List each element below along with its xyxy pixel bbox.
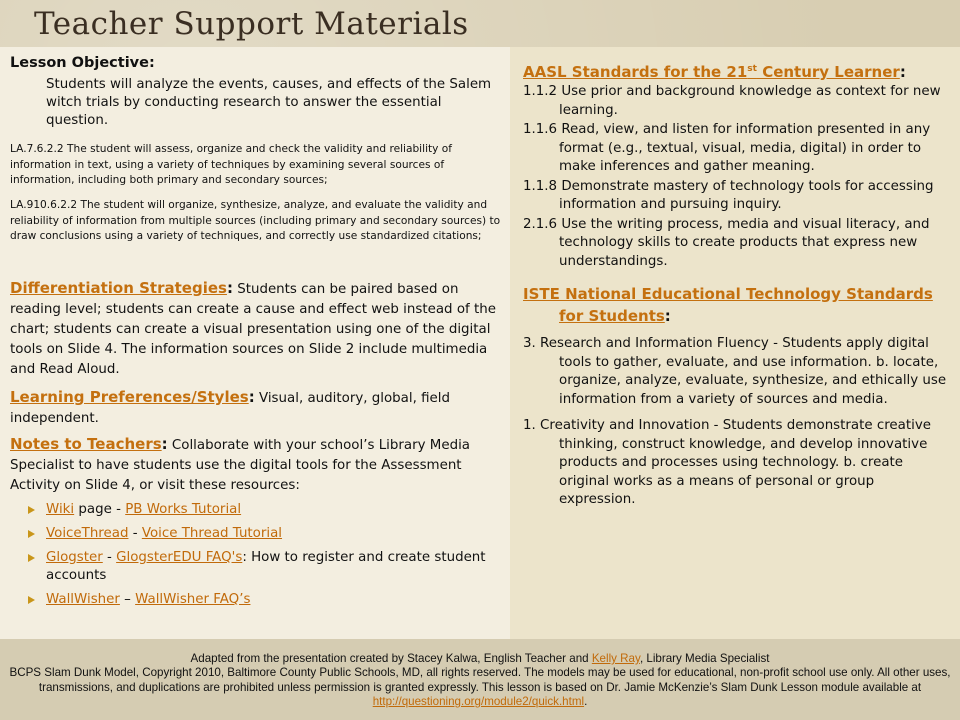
learning-preferences-link[interactable]: Learning Preferences/Styles [10, 388, 249, 406]
colon: : [161, 435, 168, 453]
bullet-icon [28, 530, 35, 538]
footer-line-1 [0, 652, 960, 666]
footer-copyright-text: BCPS Slam Dunk Model, Copyright 2010, Baltimore County Public Schools, MD, all rights reserved. The models may be used for educational, non-profit school use only. All other uses, transmissions, and duplications are prohibited unless permission is granted expressly. This lesson is based on Dr. Jamie McKenzie’s Slam Dunk Lesson module available at [9, 666, 951, 694]
footer-credits [0, 652, 960, 709]
list-item [28, 549, 498, 585]
wallwisher-faq-link[interactable]: WallWisher FAQ’s [135, 592, 251, 607]
notes-text: Collaborate with your school’s Library Media Specialist to have students use the digital tools for the Assessment Activity on Slide 4, or visit these resources: [10, 438, 471, 493]
aasl-item-1-1-2: 1.1.2 Use prior and background knowledge as context for new learning. [523, 84, 941, 118]
aasl-standards-link[interactable] [523, 63, 900, 81]
footer-copyright [0, 666, 960, 709]
footer-line-1-end: , Library Media Specialist [639, 652, 770, 665]
iste-standards-link[interactable]: ISTE National Educational Technology Standards for Students [523, 285, 933, 325]
list-item [28, 501, 498, 519]
questioning-url-link[interactable]: http://questioning.org/module2/quick.html [372, 694, 585, 708]
standard-la7-code: LA.7.6.2.2 [10, 143, 64, 155]
standard-la910 [10, 198, 508, 245]
iste-heading [523, 283, 953, 327]
standard-la910-code: LA.910.6.2.2 [10, 199, 78, 211]
aasl-heading-sup: st [747, 64, 757, 74]
learning-text: Visual, auditory, global, field independent. [10, 391, 451, 426]
voicethread-link[interactable]: VoiceThread [46, 526, 129, 541]
colon: : [226, 279, 233, 297]
pbworks-tutorial-link[interactable]: PB Works Tutorial [125, 502, 242, 517]
separator: - [102, 550, 117, 565]
footer-period: . [584, 694, 588, 708]
standard-la910-text: The student will organize, synthesize, analyze, and evaluate the validity and reliability of information from multiple sources (including primary and secondary sources) to draw conclusions using a variety of techniques, and correctly use standardized citations; [10, 199, 501, 243]
bullet-icon [28, 506, 35, 514]
notes-to-teachers-link[interactable]: Notes to Teachers [10, 435, 162, 453]
iste-item-research: 3. Research and Information Fluency - Students apply digital tools to gather, evaluate, and use information. b. locate, organize, analyze, evaluate, synthesize, and ethically use information from a variety of sources and media. [523, 336, 947, 407]
glogster-link[interactable]: Glogster [46, 550, 103, 565]
standard-la7 [10, 142, 508, 189]
wiki-link[interactable]: Wiki [46, 502, 75, 517]
standards-column [523, 62, 953, 510]
glogster-note: : How to register and create student accounts [46, 550, 486, 583]
separator: page - [74, 502, 126, 517]
resource-list [28, 501, 498, 615]
aasl-item-2-1-6: 2.1.6 Use the writing process, media and visual literacy, and technology skills to create products that express new understandings. [523, 216, 930, 269]
list-item [28, 591, 498, 609]
kelly-ray-link[interactable]: Kelly Ray [591, 652, 640, 665]
colon: : [899, 63, 906, 81]
glogster-faq-link[interactable]: GlogsterEDU FAQ's [116, 550, 243, 565]
differentiation-text: Students can be paired based on reading level; students can create a cause and effect web instead of the chart; students can create a visual presentation using one of the digital tools on Slide 4. The information sources on Slide 2 include multimedia and Read Aloud. [10, 282, 496, 377]
colon: : [664, 307, 671, 325]
wallwisher-link[interactable]: WallWisher [46, 592, 120, 607]
objective-heading: Lesson Objective: [10, 55, 155, 71]
differentiation-link[interactable]: Differentiation Strategies [10, 279, 227, 297]
learning-section [10, 387, 508, 429]
aasl-heading-text: AASL Standards for the 21 [523, 63, 748, 81]
iste-item-creativity: 1. Creativity and Innovation - Students demonstrate creative thinking, construct knowledge, and develop innovative products and processes using technology. b. create original works as a means of personal or group expression. [523, 418, 932, 507]
bullet-icon [28, 554, 35, 562]
separator: - [128, 526, 142, 541]
page-title: Teacher Support Materials [34, 6, 469, 42]
footer-line-1-text: Adapted from the presentation created by Stacey Kalwa, English Teacher and [190, 652, 592, 665]
separator: – [119, 592, 136, 607]
aasl-item-1-1-6: 1.1.6 Read, view, and listen for information presented in any format (e.g., textual, visual, media, digital) in order to make inferences and gather meaning. [523, 122, 931, 174]
bullet-icon [28, 596, 35, 604]
differentiation-section [10, 278, 508, 380]
colon: : [248, 388, 255, 406]
aasl-item-1-1-8: 1.1.8 Demonstrate mastery of technology tools for accessing information and pursuing inquiry. [523, 178, 934, 212]
aasl-heading-text-end: Century Learner [756, 63, 900, 81]
standard-la7-text: The student will assess, organize and check the validity and reliability of information in text, using a variety of techniques by examining several sources of information, including both primary and secondary sources; [10, 143, 453, 187]
voicethread-tutorial-link[interactable]: Voice Thread Tutorial [141, 526, 283, 541]
list-item [28, 525, 498, 543]
notes-section [10, 434, 508, 496]
objective-text: Students will analyze the events, causes, and effects of the Salem witch trials by conducting research to answer the essential question. [46, 77, 492, 128]
aasl-heading [523, 62, 953, 81]
